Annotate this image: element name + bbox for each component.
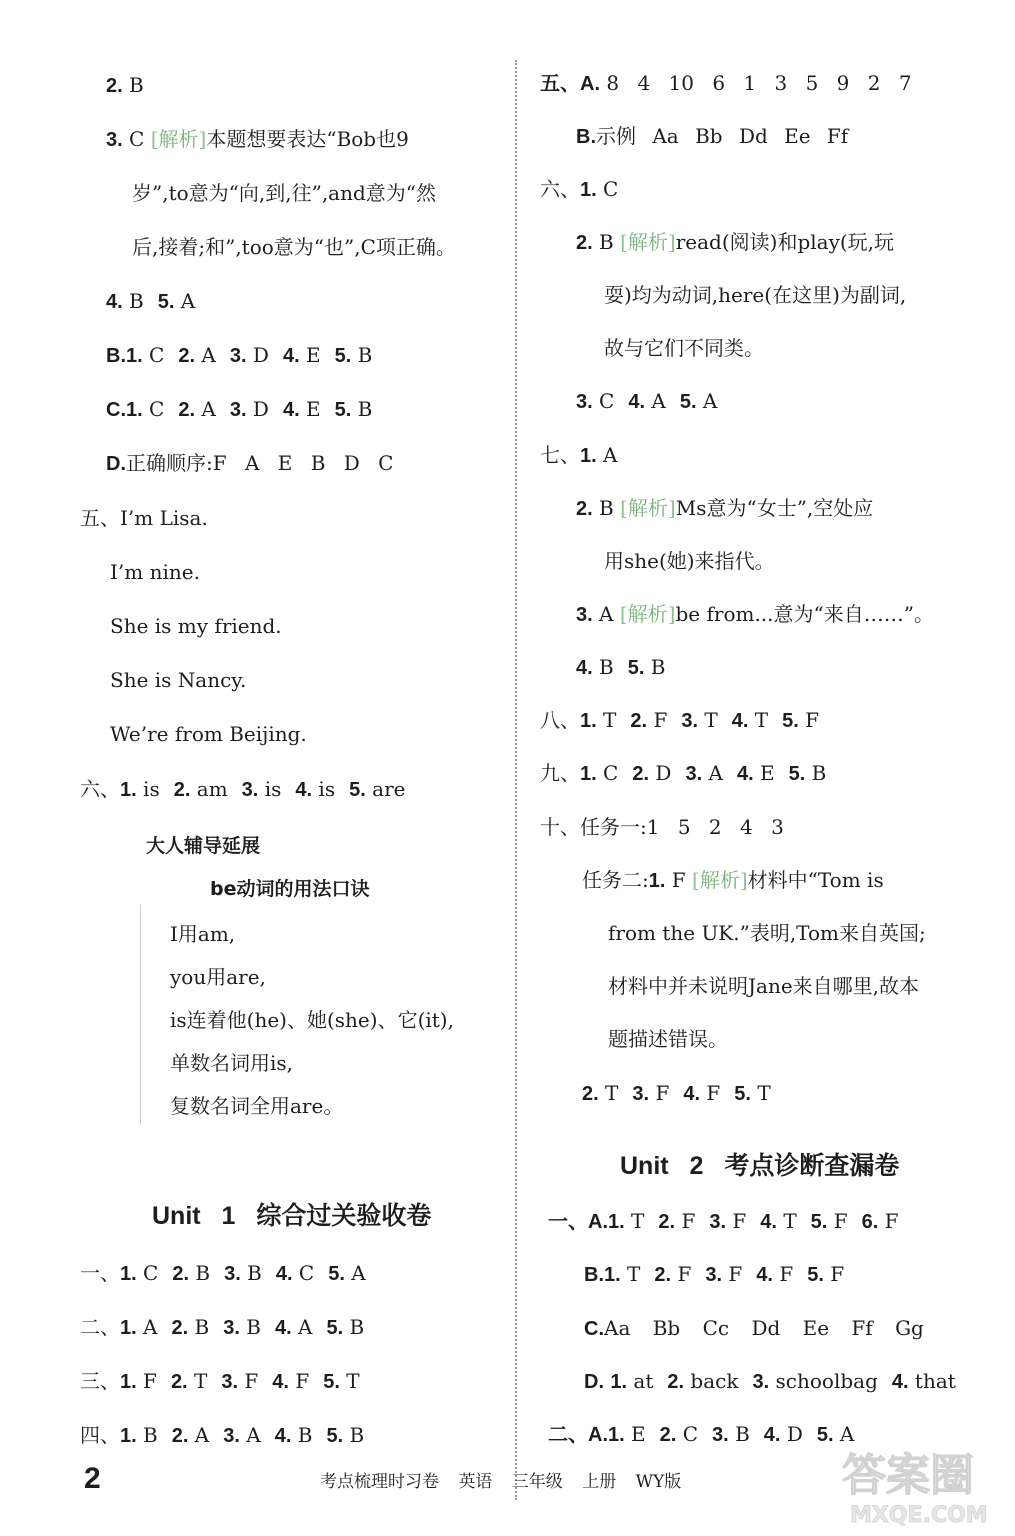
- analysis-tag: [解析]: [620, 496, 676, 520]
- answer-line: 九、1. C 2. D 3. A 4. E 5. B: [540, 761, 827, 785]
- explanation-line: 题描述错误。: [608, 1027, 728, 1051]
- rhyme-line: 单数名词用is,: [170, 1051, 294, 1075]
- explanation-line: from the UK.”表明,Tom来自英国;: [608, 921, 926, 945]
- unit2-title: Unit 2 考点诊断查漏卷: [620, 1152, 900, 1180]
- rhyme-line: is连着他(he)、她(she)、它(it),: [170, 1008, 454, 1032]
- answer-line: 4. B 5. A: [106, 289, 196, 313]
- tutoring-box-title: be动词的用法口诀: [210, 878, 370, 900]
- answer-line: 3. C [解析]本题想要表达“Bob也9: [106, 127, 409, 151]
- book-footer: 考点梳理时习卷 英语 三年级 上册 WY版: [320, 1472, 682, 1492]
- explanation-line: 用she(她)来指代。: [604, 549, 775, 573]
- rhyme-line: I用am,: [170, 922, 236, 946]
- answer-line: 2. B [解析]Ms意为“女士”,空处应: [576, 496, 874, 520]
- answer-line: 一、1. C 2. B 3. B 4. C 5. A: [80, 1261, 366, 1285]
- tutoring-box-heading: 大人辅导延展: [146, 835, 261, 857]
- answer-line: 四、1. B 2. A 3. A 4. B 5. B: [80, 1423, 365, 1447]
- watermark-logo: [828, 1438, 998, 1530]
- explanation-line: 后,接着;和”,too意为“也”,C项正确。: [132, 235, 456, 259]
- answer-line: B.1. C 2. A 3. D 4. E 5. B: [106, 343, 373, 367]
- answer-line: She is Nancy.: [110, 668, 247, 692]
- svg-text:MXQE.COM: MXQE.COM: [850, 1503, 988, 1528]
- analysis-tag: [解析]: [150, 127, 207, 151]
- answer-line: 3. C 4. A 5. A: [576, 389, 718, 413]
- explanation-line: 故与它们不同类。: [604, 336, 764, 360]
- answer-line: D. 1. at 2. back 3. schoolbag 4. that: [584, 1369, 956, 1393]
- answer-line: 五、I’m Lisa.: [80, 506, 208, 530]
- analysis-tag: [解析]: [619, 602, 676, 626]
- answer-line: 五、A. 8 4 10 6 1 3 5 9 2 7: [540, 71, 912, 95]
- answer-line: 二、A.1. E 2. C 3. B 4. D 5. A: [548, 1422, 855, 1446]
- explanation-line: 耍)均为动词,here(在这里)为副词,: [604, 283, 907, 307]
- answer-line: 二、1. A 2. B 3. B 4. A 5. B: [80, 1315, 365, 1339]
- answer-line: 一、A.1. T 2. F 3. F 4. T 5. F 6. F: [548, 1209, 899, 1233]
- answer-line: 2. B: [106, 73, 144, 97]
- answer-line: 4. B 5. B: [576, 655, 666, 679]
- explanation-line: 岁”,to意为“向,到,往”,and意为“然: [132, 181, 437, 205]
- answer-line: 2. T 3. F 4. F 5. T: [582, 1081, 771, 1105]
- explanation-line: 材料中并未说明Jane来自哪里,故本: [608, 974, 920, 998]
- unit1-title: Unit 1 综合过关验收卷: [152, 1202, 432, 1230]
- answer-line: B.1. T 2. F 3. F 4. F 5. F: [584, 1262, 845, 1286]
- answer-line: 3. A [解析]be from...意为“来自……”。: [576, 602, 934, 626]
- rhyme-line: you用are,: [170, 965, 266, 989]
- answer-line: C.Aa Bb Cc Dd Ee Ff Gg: [584, 1316, 924, 1340]
- answer-line: 2. B [解析]read(阅读)和play(玩,玩: [576, 230, 895, 254]
- column-divider: [515, 60, 517, 1500]
- answer-line: D.正确顺序:F A E B D C: [106, 451, 394, 475]
- answer-line: 六、1. is 2. am 3. is 4. is 5. are: [80, 777, 406, 801]
- rhyme-line: 复数名词全用are。: [170, 1094, 344, 1118]
- svg-text:答案圈: 答案圈: [842, 1450, 974, 1501]
- answer-line: C.1. C 2. A 3. D 4. E 5. B: [106, 397, 373, 421]
- answer-line: She is my friend.: [110, 614, 282, 638]
- box-divider: [140, 905, 141, 1125]
- answer-line: I’m nine.: [110, 560, 200, 584]
- answer-line: We’re from Beijing.: [110, 722, 307, 746]
- page-number: 2: [84, 1462, 101, 1495]
- analysis-tag: [解析]: [692, 868, 748, 892]
- answer-line: B.示例 Aa Bb Dd Ee Ff: [576, 124, 849, 148]
- answer-line: 三、1. F 2. T 3. F 4. F 5. T: [80, 1369, 360, 1393]
- answer-line: 七、1. A: [540, 443, 618, 467]
- analysis-tag: [解析]: [620, 230, 676, 254]
- answer-line: 六、1. C: [540, 177, 619, 201]
- answer-line: 任务二:1. F [解析]材料中“Tom is: [582, 868, 884, 892]
- answer-line: 八、1. T 2. F 3. T 4. T 5. F: [540, 708, 820, 732]
- answer-line: 十、任务一:1 5 2 4 3: [540, 815, 784, 839]
